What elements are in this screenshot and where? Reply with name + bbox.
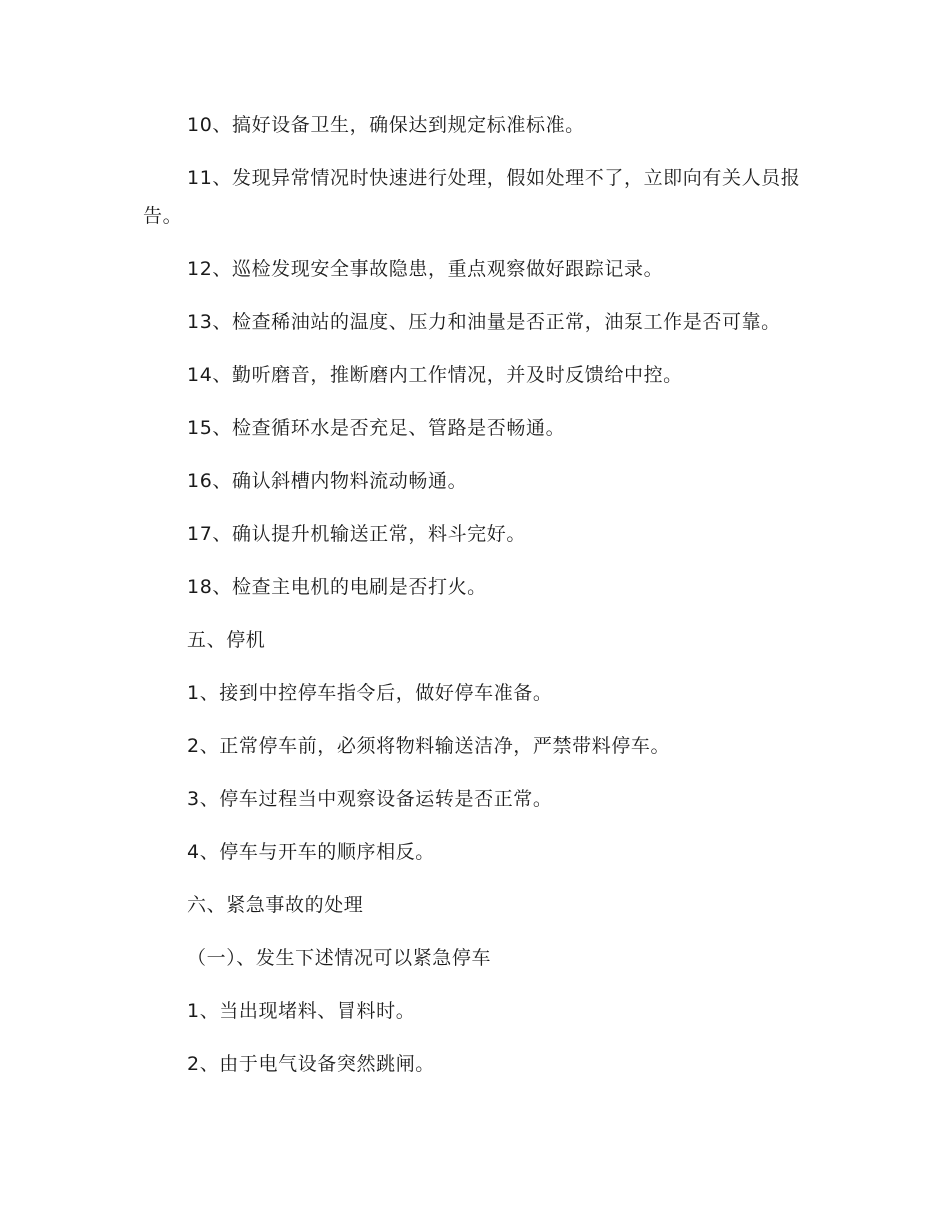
paragraph-item-10: 10、搞好设备卫生，确保达到规定标准标准。 xyxy=(187,114,585,136)
paragraph-item-15: 15、检查循环水是否充足、管路是否畅通。 xyxy=(187,417,566,439)
paragraph-item-17: 17、确认提升机输送正常，料斗完好。 xyxy=(187,523,526,545)
paragraph-item-13: 13、检查稀油站的温度、压力和油量是否正常，油泵工作是否可靠。 xyxy=(187,311,781,333)
section-heading-emergency: 六、紧急事故的处理 xyxy=(187,894,364,916)
subsection-heading-emergency-stop: （一）、发生下述情况可以紧急停车 xyxy=(187,947,492,969)
paragraph-item-18: 18、检查主电机的电刷是否打火。 xyxy=(187,576,487,598)
document-body xyxy=(143,106,803,1098)
paragraph-item-12: 12、巡检发现安全事故隐患，重点观察做好跟踪记录。 xyxy=(187,258,664,280)
paragraph-shutdown-2: 2、正常停车前，必须将物料输送洁净，严禁带料停车。 xyxy=(187,735,671,757)
paragraph-item-14: 14、勤听磨音，推断磨内工作情况，并及时反馈给中控。 xyxy=(187,364,683,386)
paragraph-emergency-2: 2、由于电气设备突然跳闸。 xyxy=(187,1053,435,1075)
paragraph-item-11: 11、发现异常情况时快速进行处理，假如处理不了，立即向有关人员报告。 xyxy=(143,167,801,227)
paragraph-emergency-1: 1、当出现堵料、冒料时。 xyxy=(187,1000,416,1022)
paragraph-shutdown-4: 4、停车与开车的顺序相反。 xyxy=(187,841,435,863)
paragraph-item-16: 16、确认斜槽内物料流动畅通。 xyxy=(187,470,468,492)
paragraph-shutdown-3: 3、停车过程当中观察设备运转是否正常。 xyxy=(187,788,553,810)
section-heading-shutdown: 五、停机 xyxy=(187,629,266,651)
paragraph-shutdown-1: 1、接到中控停车指令后，做好停车准备。 xyxy=(187,682,553,704)
